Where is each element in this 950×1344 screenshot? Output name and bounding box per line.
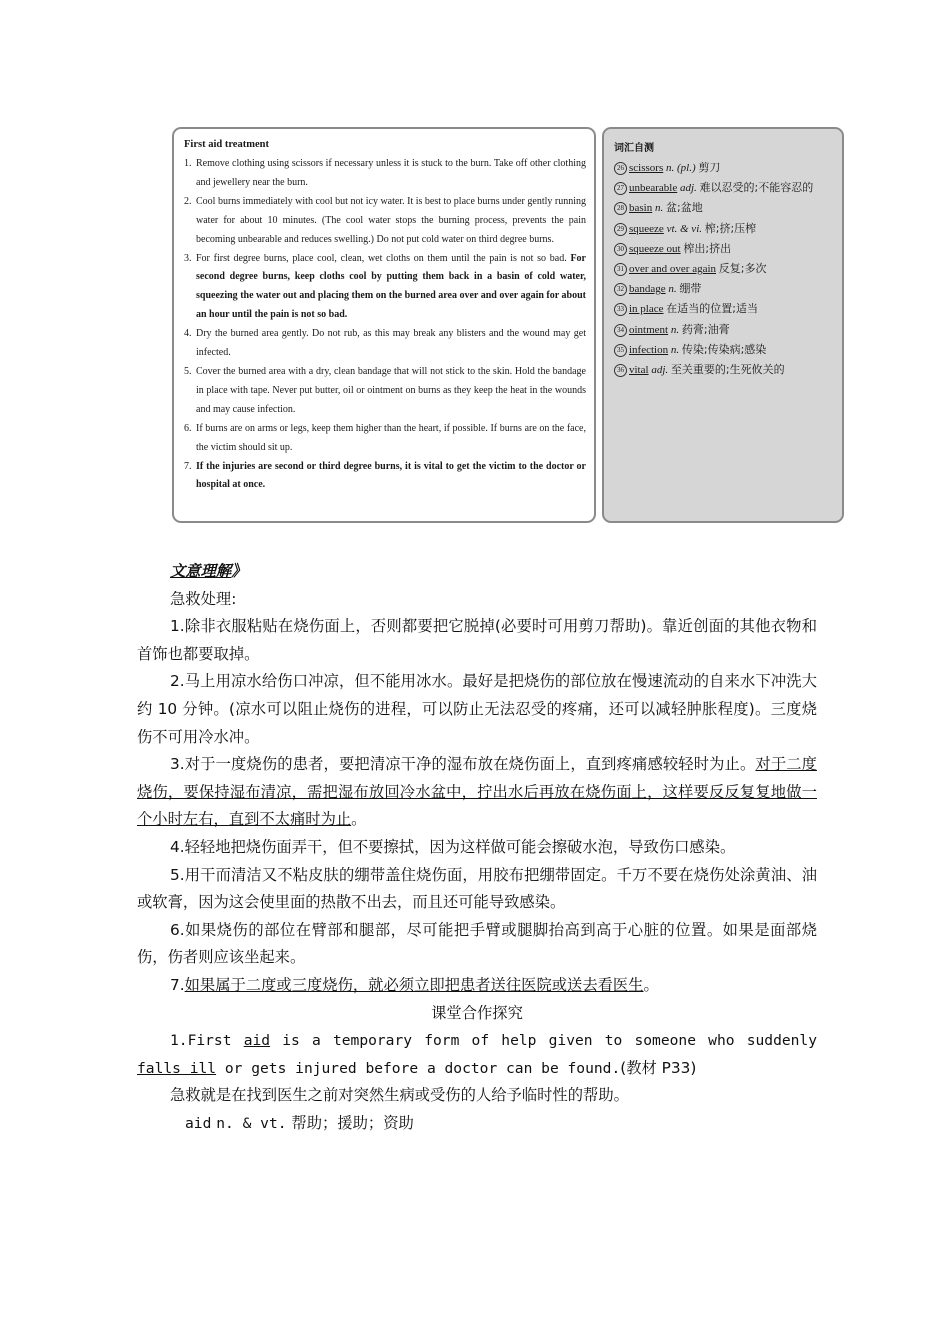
vocab-meaning: 剪刀	[698, 161, 721, 174]
main-content	[137, 558, 817, 1137]
step-7: 7. If the injuries are second or third degree burns, it is vital to get the victim to the doctor or hospital at once.	[184, 460, 586, 491]
step-2: 2. Cool burns immediately with cool but not icy water. It is best to place burns under gently running water for about 10 minutes. (The cool water stops the burning process, prevents the pain becoming unbearable and reduces swelling.) Do not put cold water on third degree burns.	[184, 195, 586, 245]
comprehension-item-1: 1.除非衣服粘贴在烧伤面上，否则都要把它脱掉(必要时可用剪刀帮助)。靠近创面的其他衣物和首饰也都要取掉。	[137, 617, 817, 663]
vocab-meaning: 绷带	[679, 282, 702, 296]
vocab-word: in place	[629, 303, 664, 316]
vocab-meaning: 药膏;油膏	[681, 322, 730, 336]
vocab-number: 28	[614, 202, 627, 215]
vocab-meaning: 至关重要的;生死攸关的	[670, 363, 785, 377]
vocab-number: 36	[614, 364, 627, 377]
vocab-word: bandage	[629, 283, 666, 296]
vocab-pos: adj.	[680, 182, 697, 195]
vocab-pos: vt. & vi.	[666, 222, 702, 235]
vocab-number: 35	[614, 344, 627, 357]
word-entry: aid n. & vt. 帮助；援助；资助	[185, 1113, 414, 1132]
vocab-word: squeeze	[629, 222, 664, 235]
step-5: 5. Cover the burned area with a dry, clean bandage that will not stick to the skin. Hold the bandage in place with tape. Never put butter, oil or ointment on burns as they keep the heat in the wounds and may cause infection.	[184, 365, 586, 415]
vocab-meaning: 盆;盆地	[665, 201, 703, 215]
vocab-item	[614, 198, 836, 218]
section-title: 课堂合作探究	[431, 1003, 523, 1022]
vocab-word: infection	[629, 343, 669, 356]
step-4: 4. Dry the burned area gently. Do not rub, as this may break any blisters and the wound may get infected.	[184, 328, 586, 359]
comprehension-item-2: 2.马上用凉水给伤口冲凉，但不能用冰水。最好是把烧伤的部位放在慢速流动的自来水下冲洗大约 10 分钟。(凉水可以阻止烧伤的进程，可以防止无法忍受的疼痛，还可以减轻肿胀程度)。三度烧伤不可用冷水冲。	[137, 672, 817, 746]
comprehension-intro: 急救处理:	[170, 589, 237, 608]
vocab-list	[614, 158, 836, 380]
vocab-number: 32	[614, 283, 627, 296]
step-3: 3. For first degree burns, place cool, clean, wet cloths on them until the pain is not so bad. For second degree burns, keep cloths cool by putting them back in a basin of cold water, squeezing the water out and placing them on the burned area over and over again for about an hour until the pain is not so bad.	[184, 252, 586, 321]
step-6: 6. If burns are on arms or legs, keep them higher than the heart, if possible. If burns are on the face, the victim should sit up.	[184, 422, 586, 453]
comprehension-item-4: 4.轻轻地把烧伤面弄干，但不要擦拭，因为这样做可能会擦破水泡，导致伤口感染。	[170, 837, 736, 856]
vocab-title: 词汇自测	[614, 143, 654, 154]
vocab-number: 29	[614, 223, 627, 236]
vocab-word: unbearable	[629, 182, 678, 195]
vocab-number: 26	[614, 162, 627, 175]
vocab-item	[614, 158, 836, 178]
first-aid-treatment-box	[172, 127, 596, 523]
vocab-pos: n.	[668, 283, 677, 296]
vocab-extra: (pl.)	[676, 162, 696, 174]
vocab-word: scissors	[629, 162, 664, 174]
vocab-item	[614, 219, 836, 239]
vocab-pos: n.	[665, 162, 675, 174]
vocab-word: squeeze out	[629, 242, 681, 255]
vocab-box	[602, 127, 844, 523]
vocab-word: over and over again	[629, 263, 717, 276]
comprehension-item-7: 7.如果属于二度或三度烧伤，就必须立即把患者送往医院或送去看医生。	[170, 975, 659, 994]
example-translation: 急救就是在找到医生之前对突然生病或受伤的人给予临时性的帮助。	[170, 1086, 629, 1105]
vocab-word: vital	[629, 364, 649, 377]
vocab-item	[614, 259, 836, 279]
vocab-item	[614, 299, 836, 319]
vocab-number: 30	[614, 243, 627, 256]
vocab-number: 27	[614, 182, 627, 195]
vocab-number: 33	[614, 303, 627, 316]
vocab-meaning: 反复;多次	[718, 262, 767, 276]
vocab-item	[614, 360, 836, 380]
comprehension-heading: 文意理解》	[170, 562, 247, 580]
comprehension-item-5: 5.用干而清洁又不粘皮肤的绷带盖住烧伤面，用胶布把绷带固定。千万不要在烧伤处涂黄油、油或软膏，因为这会使里面的热散不出去，而且还可能导致感染。	[137, 865, 817, 912]
vocab-meaning: 榨;挤;压榨	[704, 221, 757, 235]
comprehension-item-6: 6.如果烧伤的部位在臂部和腿部，尽可能把手臂或腿脚抬高到高于心脏的位置。如果是面部烧伤，伤者则应该坐起来。	[137, 920, 817, 967]
comprehension-item-3: 3.对于一度烧伤的患者，要把清凉干净的湿布放在烧伤面上，直到疼痛感较轻时为止。对于二度烧伤，要保持湿布清凉，需把湿布放回冷水盆中，拧出水后再放在烧伤面上，这样要反反复复地做一个小时左右，直到不太痛时为止。	[137, 755, 817, 829]
vocab-item	[614, 340, 836, 360]
vocab-pos: n.	[670, 323, 680, 336]
vocab-pos: n.	[654, 202, 664, 215]
vocab-item	[614, 239, 836, 259]
vocab-meaning: 在适当的位置;适当	[666, 302, 758, 316]
vocab-pos: n.	[670, 343, 680, 356]
vocab-item	[614, 279, 836, 299]
vocab-number: 31	[614, 263, 627, 276]
vocab-meaning: 传染;传染病;感染	[681, 342, 767, 356]
step-1: 1. Remove clothing using scissors if necessary unless it is stuck to the burn. Take off other clothing and jewellery near the burn.	[184, 158, 586, 188]
vocab-item	[614, 178, 836, 198]
example-sentence: 1.First aid is a temporary form of help given to someone who suddenly falls ill or gets injured before a doctor can be found.(教材 P33)	[137, 1032, 818, 1077]
vocab-number: 34	[614, 324, 627, 337]
vocab-word: ointment	[629, 323, 669, 336]
vocab-meaning: 榨出;挤出	[683, 241, 732, 255]
vocab-meaning: 难以忍受的;不能容忍的	[699, 181, 814, 195]
box-title: First aid treatment	[184, 139, 269, 150]
vocab-pos: adj.	[651, 364, 669, 377]
vocab-word: basin	[629, 202, 653, 215]
vocab-item	[614, 320, 836, 340]
